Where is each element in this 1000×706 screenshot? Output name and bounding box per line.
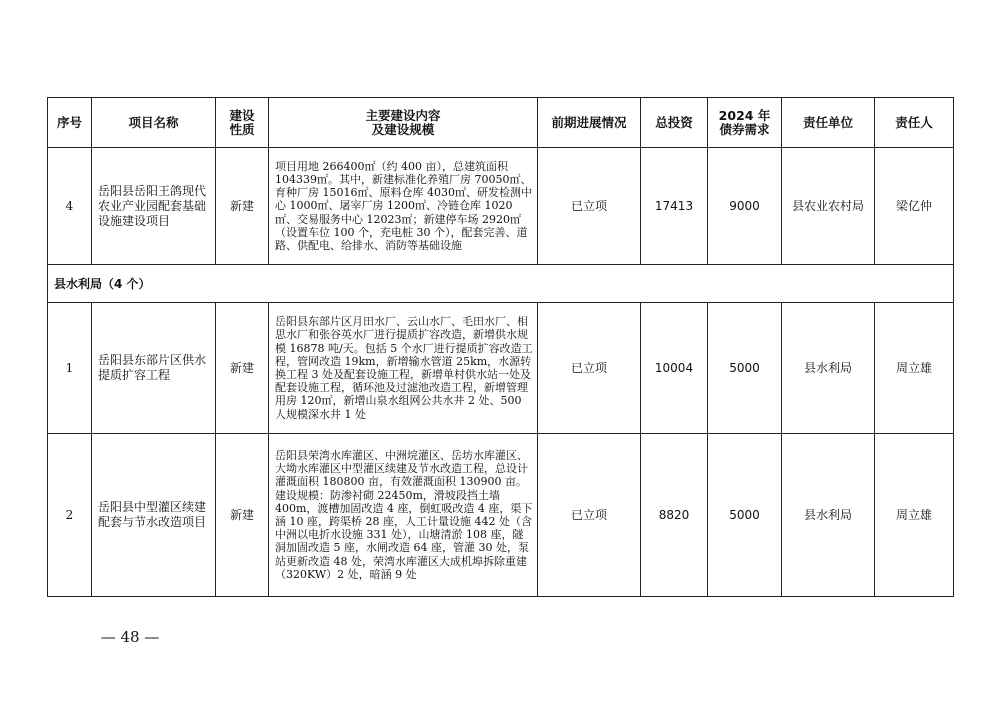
cell-content: 项目用地 266400㎡（约 400 亩），总建筑面积 104339㎡。其中，新建标准化养殖厂房 70050㎡、育种厂房 15016㎡、原料仓库 4030㎡、研发检测中心 1000㎡、屠宰厂房 1200㎡、冷链仓库 1020㎡、交易服务中心 12023㎡；新建停车场 2920㎡（设置车位 100 个，充电桩 30 个），配套完善、道路、供配电、给排水、消防等基础设施 (269, 148, 538, 265)
cell-person: 周立雄 (875, 303, 954, 434)
page-number: — 48 — (100, 628, 160, 646)
header-serial: 序号 (48, 98, 92, 148)
cell-bond-demand: 5000 (708, 434, 782, 597)
header-progress: 前期进展情况 (538, 98, 641, 148)
cell-bond-demand: 5000 (708, 303, 782, 434)
header-row (48, 98, 954, 148)
cell-unit: 县水利局 (782, 303, 875, 434)
header-nature: 建设 性质 (216, 98, 269, 148)
table-row (48, 303, 954, 434)
header-name: 项目名称 (92, 98, 216, 148)
section-title: 县水利局（4 个） (48, 265, 954, 303)
header-person: 责任人 (875, 98, 954, 148)
cell-serial: 4 (48, 148, 92, 265)
cell-unit: 县水利局 (782, 434, 875, 597)
header-investment: 总投资 (641, 98, 708, 148)
cell-person: 梁亿仲 (875, 148, 954, 265)
cell-progress: 已立项 (538, 434, 641, 597)
header-unit: 责任单位 (782, 98, 875, 148)
cell-person: 周立雄 (875, 434, 954, 597)
cell-progress: 已立项 (538, 303, 641, 434)
cell-progress: 已立项 (538, 148, 641, 265)
header-content: 主要建设内容 及建设规模 (269, 98, 538, 148)
cell-investment: 17413 (641, 148, 708, 265)
cell-serial: 1 (48, 303, 92, 434)
project-table (47, 97, 954, 597)
cell-investment: 10004 (641, 303, 708, 434)
cell-nature: 新建 (216, 303, 269, 434)
cell-nature: 新建 (216, 434, 269, 597)
cell-bond-demand: 9000 (708, 148, 782, 265)
cell-serial: 2 (48, 434, 92, 597)
header-bond-demand: 2024 年 债券需求 (708, 98, 782, 148)
cell-nature: 新建 (216, 148, 269, 265)
cell-content: 岳阳县荣湾水库灌区、中洲垸灌区、岳坊水库灌区、大坳水库灌区中型灌区续建及节水改造工程，总设计灌溉面积 180800 亩，有效灌溉面积 130900 亩。建设规模：防渗衬砌 22450m，滑坡段挡土墙 400m，渡槽加固改造 4 座，倒虹吸改造 4 座，渠下涵 10 座，跨渠桥 28 座，人工计量设施 442 处（含中洲以电折水设施 331 处），山塘清淤 108 座，隧洞加固改造 5 座，水闸改造 64 座，管灌 30 处，泵站更新改造 48 处，荣湾水库灌区大成机埠拆除重建（320KW）2 处，暗涵 9 处 (269, 434, 538, 597)
section-row (48, 265, 954, 303)
cell-investment: 8820 (641, 434, 708, 597)
table-row (48, 434, 954, 597)
cell-project-name: 岳阳县中型灌区续建配套与节水改造项目 (92, 434, 216, 597)
cell-project-name: 岳阳县东部片区供水提质扩容工程 (92, 303, 216, 434)
cell-unit: 县农业农村局 (782, 148, 875, 265)
cell-content: 岳阳县东部片区月田水厂、云山水厂、毛田水厂、相思水厂和张谷英水厂进行提质扩容改造，新增供水规模 16878 吨/天。包括 5 个水厂进行提质扩容改造工程，管网改造 19km，新增输水管道 25km，水源转换工程 3 处及配套设施工程，新增单村供水站一处及配套设施工程，循环池及过滤池改造工程，新增管理用房 120㎡，新增山泉水组网公共水井 2 处、500 人规模深水井 1 处 (269, 303, 538, 434)
cell-project-name: 岳阳县岳阳王鸽现代农业产业园配套基础设施建设项目 (92, 148, 216, 265)
table-row (48, 148, 954, 265)
